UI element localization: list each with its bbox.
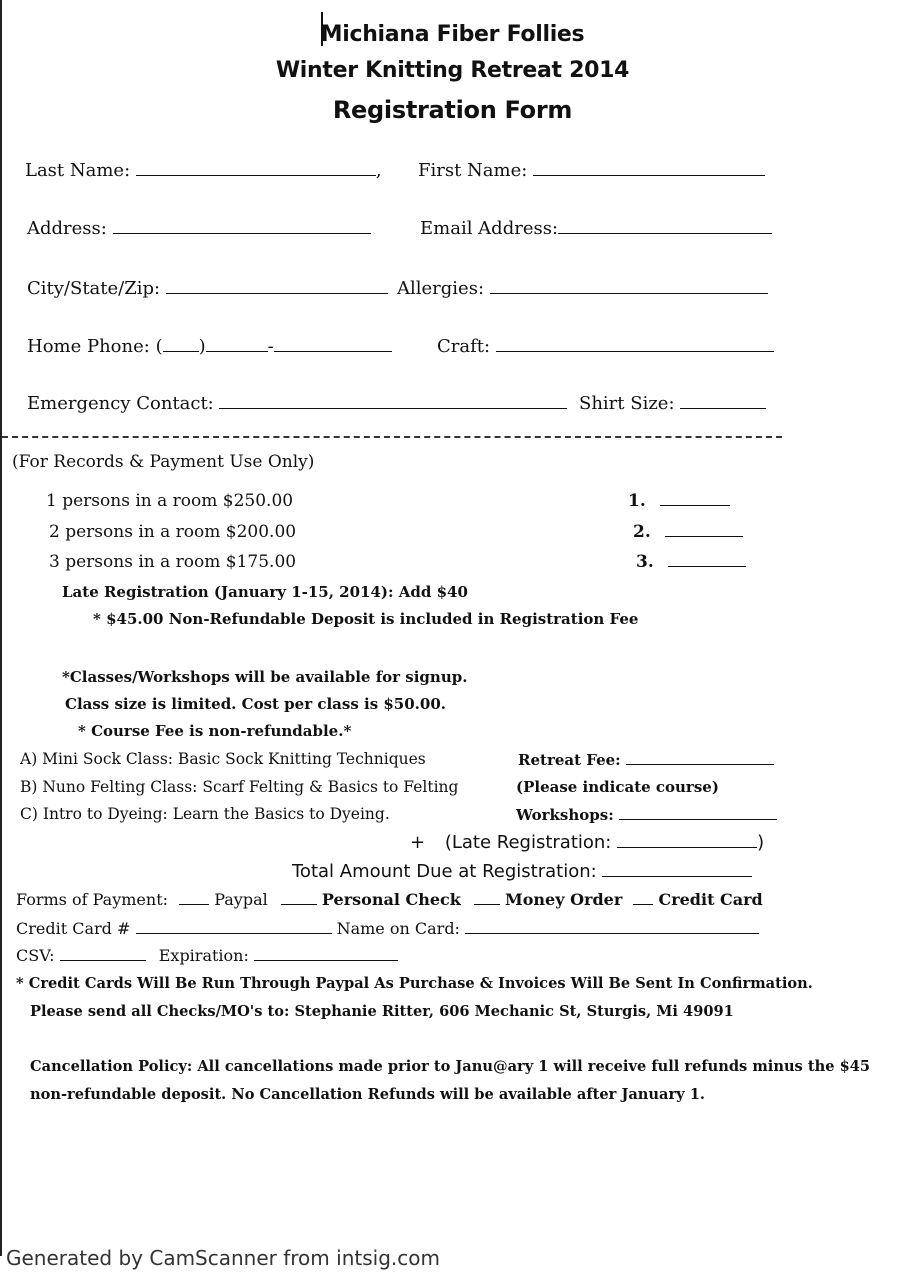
room-1-field[interactable] bbox=[660, 491, 730, 506]
classes-note-2: Class size is limited. Cost per class is $50.00. bbox=[65, 695, 446, 713]
personal-check-checkbox[interactable] bbox=[281, 890, 317, 905]
total-due-field[interactable] bbox=[602, 862, 752, 877]
late-registration-field[interactable] bbox=[617, 833, 757, 848]
indicate-course-note: (Please indicate course) bbox=[516, 778, 719, 796]
retreat-fee-label: Retreat Fee: bbox=[518, 751, 621, 769]
paypal-label: Paypal bbox=[214, 890, 268, 909]
csv-field[interactable] bbox=[60, 946, 146, 961]
address-label: Address: bbox=[27, 218, 107, 239]
allergies-row bbox=[397, 278, 768, 299]
name-on-card-label: Name on Card: bbox=[336, 919, 460, 938]
class-c: C) Intro to Dyeing: Learn the Basics to Dyeing. bbox=[20, 805, 390, 823]
money-order-label: Money Order bbox=[505, 890, 623, 909]
plus-sign: + bbox=[410, 832, 426, 853]
phone-close-paren: ) bbox=[198, 336, 206, 357]
room-num-1 bbox=[628, 491, 730, 511]
comma: , bbox=[375, 160, 382, 181]
city-field[interactable] bbox=[166, 279, 388, 294]
late-registration-row bbox=[410, 832, 764, 853]
email-label: Email Address: bbox=[420, 218, 559, 239]
classes-note-1: *Classes/Workshops will be available for signup. bbox=[62, 668, 468, 686]
credit-card-number-field[interactable] bbox=[136, 919, 332, 934]
room-2-field[interactable] bbox=[665, 522, 743, 537]
phone-prefix-field[interactable] bbox=[206, 337, 268, 352]
room-num-2 bbox=[633, 522, 743, 542]
paypal-checkbox[interactable] bbox=[179, 890, 209, 905]
address-row bbox=[27, 218, 371, 239]
phone-dash: - bbox=[267, 336, 274, 357]
total-due-label: Total Amount Due at Registration: bbox=[292, 861, 597, 882]
shirt-row bbox=[579, 393, 766, 414]
credit-card-row bbox=[16, 919, 759, 938]
workshops-field[interactable] bbox=[619, 805, 777, 820]
scanner-footer: Generated by CamScanner from intsig.com bbox=[6, 1246, 440, 1270]
cancellation-policy-line-2: non-refundable deposit. No Cancellation Refunds will be available after January 1. bbox=[30, 1086, 705, 1103]
room-option-2: 2 persons in a room $200.00 bbox=[49, 522, 297, 542]
email-field[interactable] bbox=[558, 219, 772, 234]
phone-open-paren: ( bbox=[155, 336, 163, 357]
room-num-2-label: 2. bbox=[633, 522, 651, 542]
phone-area-code-field[interactable] bbox=[163, 337, 199, 352]
workshops-label: Workshops: bbox=[516, 806, 614, 824]
late-registration-note: Late Registration (January 1-15, 2014): Add $40 bbox=[62, 583, 468, 601]
last-name-row bbox=[25, 160, 382, 181]
credit-card-label: Credit Card bbox=[658, 890, 763, 909]
credit-card-checkbox[interactable] bbox=[633, 890, 653, 905]
records-heading: (For Records & Payment Use Only) bbox=[12, 452, 315, 472]
expiration-field[interactable] bbox=[254, 946, 398, 961]
csv-label: CSV: bbox=[16, 946, 55, 965]
credit-card-note: * Credit Cards Will Be Run Through Paypal As Purchase & Invoices Will Be Sent In Confirmation. bbox=[16, 975, 813, 992]
phone-line-field[interactable] bbox=[274, 337, 392, 352]
retreat-fee-row bbox=[518, 750, 774, 769]
first-name-field[interactable] bbox=[533, 161, 765, 176]
room-num-3-label: 3. bbox=[636, 552, 654, 572]
mailing-address-note: Please send all Checks/MO's to: Stephanie Ritter, 606 Mechanic St, Sturgis, Mi 49091 bbox=[30, 1003, 734, 1020]
room-num-3 bbox=[636, 552, 746, 572]
late-registration-label: (Late Registration: bbox=[444, 832, 612, 853]
last-name-label: Last Name: bbox=[25, 160, 131, 181]
class-a: A) Mini Sock Class: Basic Sock Knitting Techniques bbox=[20, 750, 426, 768]
first-name-row bbox=[418, 160, 765, 181]
csv-row bbox=[16, 946, 398, 965]
form-event-title: Winter Knitting Retreat 2014 bbox=[275, 58, 630, 83]
name-on-card-field[interactable] bbox=[465, 919, 759, 934]
address-field[interactable] bbox=[113, 219, 371, 234]
first-name-label: First Name: bbox=[418, 160, 528, 181]
allergies-label: Allergies: bbox=[397, 278, 485, 299]
form-org-title: Michiana Fiber Follies bbox=[320, 22, 585, 47]
email-row bbox=[420, 218, 772, 239]
craft-field[interactable] bbox=[496, 337, 774, 352]
class-b: B) Nuno Felting Class: Scarf Felting & Basics to Felting bbox=[20, 778, 459, 796]
personal-check-label: Personal Check bbox=[321, 890, 461, 909]
credit-card-number-label: Credit Card # bbox=[16, 919, 131, 938]
payment-forms-label: Forms of Payment: bbox=[16, 890, 169, 909]
page-left-border bbox=[0, 0, 2, 1256]
deposit-note: * $45.00 Non-Refundable Deposit is included in Registration Fee bbox=[93, 610, 639, 628]
expiration-label: Expiration: bbox=[158, 946, 249, 965]
classes-note-3: * Course Fee is non-refundable.* bbox=[78, 722, 352, 740]
money-order-checkbox[interactable] bbox=[474, 890, 500, 905]
room-option-1: 1 persons in a room $250.00 bbox=[46, 491, 294, 511]
craft-row bbox=[437, 336, 774, 357]
workshops-row bbox=[516, 805, 777, 824]
form-title: Registration Form bbox=[332, 96, 573, 124]
total-due-row bbox=[292, 861, 752, 882]
city-label: City/State/Zip: bbox=[27, 278, 161, 299]
emergency-row bbox=[27, 393, 567, 414]
allergies-field[interactable] bbox=[490, 279, 768, 294]
city-row bbox=[27, 278, 388, 299]
payment-forms-row bbox=[16, 890, 763, 909]
shirt-field[interactable] bbox=[680, 394, 766, 409]
room-num-1-label: 1. bbox=[628, 491, 646, 511]
shirt-label: Shirt Size: bbox=[579, 393, 675, 414]
home-phone-row bbox=[27, 336, 392, 357]
last-name-field[interactable] bbox=[136, 161, 376, 176]
emergency-label: Emergency Contact: bbox=[27, 393, 214, 414]
emergency-field[interactable] bbox=[219, 394, 567, 409]
late-registration-close: ) bbox=[757, 832, 765, 853]
retreat-fee-field[interactable] bbox=[626, 750, 774, 765]
room-3-field[interactable] bbox=[668, 552, 746, 567]
home-phone-label: Home Phone: bbox=[27, 336, 150, 357]
cancellation-policy-line-1: Cancellation Policy: All cancellations made prior to Janu@ary 1 will receive full refunds minus the $45 bbox=[30, 1058, 871, 1075]
cut-line-divider bbox=[2, 436, 782, 438]
room-option-3: 3 persons in a room $175.00 bbox=[49, 552, 297, 572]
craft-label: Craft: bbox=[437, 336, 491, 357]
